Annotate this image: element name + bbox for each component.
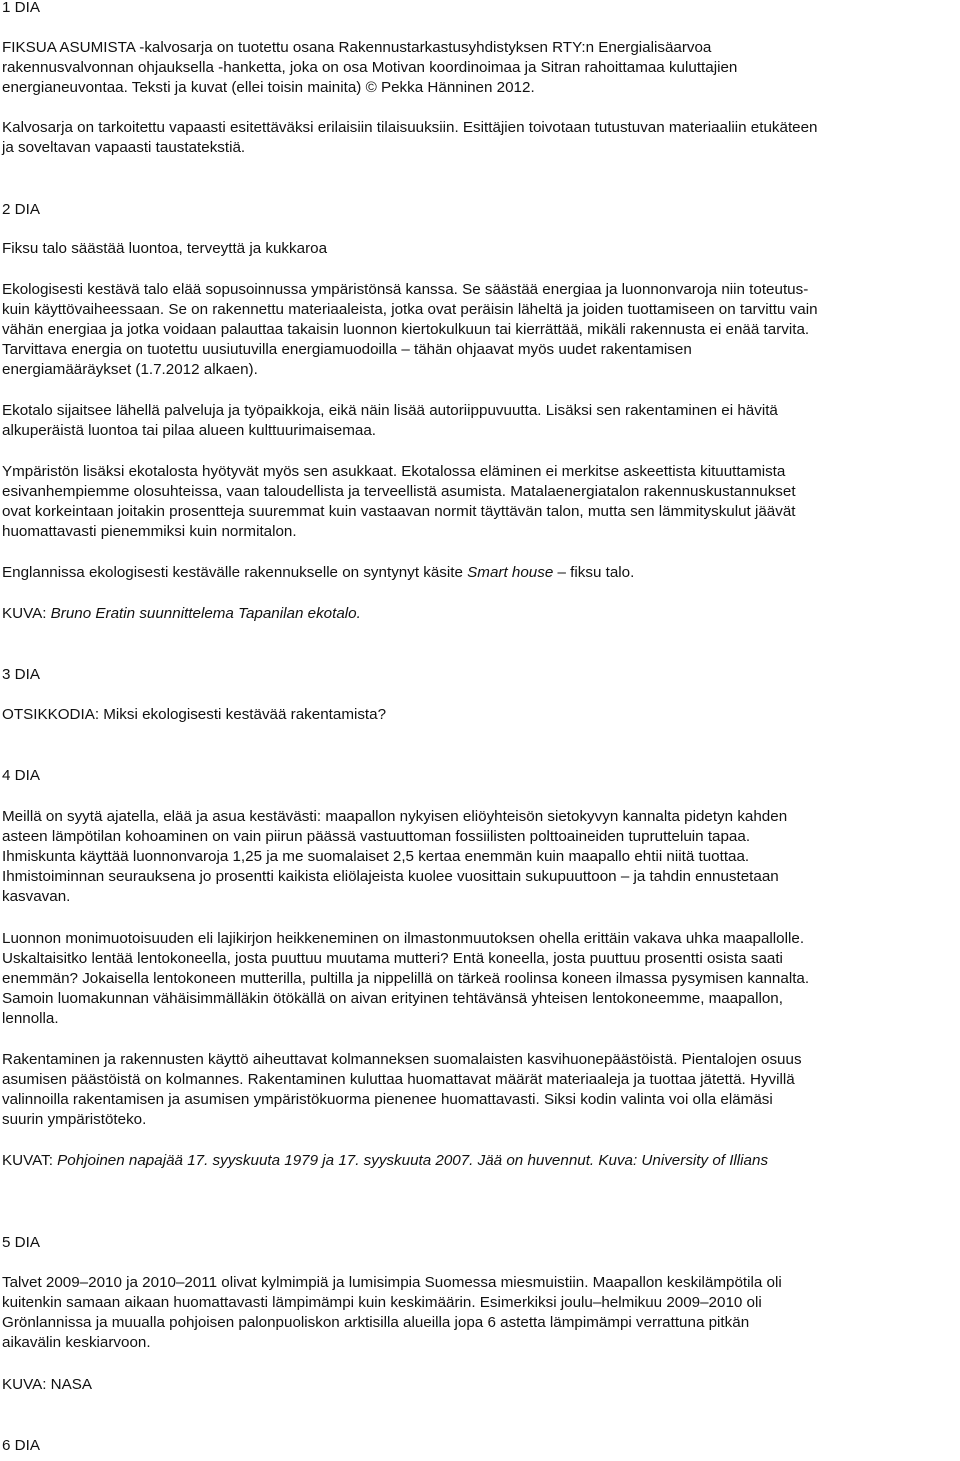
slide-4-p1-line-3: Ihmiskunta käyttää luonnonvaroja 1,25 ja me suomalaiset 2,5 kertaa enemmän kuin maapallo ehtii niitä tuottaa. bbox=[2, 848, 750, 865]
slide-2-p3-line-4: huomattavasti pienemmiksi kuin normitalon. bbox=[2, 523, 297, 540]
slide-5-line-4: aikavälin keskiarvoon. bbox=[2, 1334, 151, 1351]
slide-2-p2-line-1: Ekotalo sijaitsee lähellä palveluja ja työpaikkoja, eikä näin lisää autoriippuvuutta. Lisäksi sen rakentaminen ei hävitä bbox=[2, 402, 778, 419]
slide-heading-6: 6 DIA bbox=[2, 1437, 40, 1454]
slide-heading-2: 2 DIA bbox=[2, 201, 40, 218]
slide-heading-4: 4 DIA bbox=[2, 767, 40, 784]
slide-2-p2-line-2: alkuperäistä luontoa tai pilaa alueen kulttuurimaisemaa. bbox=[2, 422, 377, 439]
slide-5-line-3: Grönlannissa ja muualla pohjoisen palonpuoliskon arktisilla alueilla jopa 6 astetta lämpimämpi verrattuna pitkän bbox=[2, 1314, 750, 1331]
slide-2-image-caption bbox=[2, 604, 361, 624]
smart-house-term: Smart house bbox=[467, 564, 554, 581]
slide-2-p4-text: Englannissa ekologisesti kestävälle rakennukselle on syntynyt käsite bbox=[2, 564, 468, 581]
intro-line-2: rakennusvalvonnan ohjauksella -hanketta, joka on osa Motivan koordinoimaa ja Sitran rahoittamaa kuluttajien bbox=[2, 59, 738, 76]
slide-4-p2-line-2: Uskaltaisitko lentää lentokoneella, josta puuttuu muutama mutteri? Entä koneella, josta puuttuu prosentti osista saati bbox=[2, 950, 783, 967]
caption-label: KUVA: bbox=[2, 605, 51, 622]
slide-4-p3-line-3: valinnoilla rakentamisen ja asumisen ympäristökuorma pienenee huomattavasti. Siksi kodin valinta voi olla elämäsi bbox=[2, 1091, 773, 1108]
slide-2-p3-line-3: ovat korkeintaan joitakin prosentteja suuremmat kuin vastaavan normit täyttävän talon, mutta sen lämmityskulut jäävät bbox=[2, 503, 796, 520]
slide-2-title: Fiksu talo säästää luontoa, terveyttä ja kukkaroa bbox=[2, 240, 328, 257]
caption-label: KUVAT: bbox=[2, 1152, 58, 1169]
slide-2-p3-line-2: esivanhempiemme olosuhteissa, vaan taloudellista ja terveellistä asumista. Matalaenergiatalon rakennuskustannukset bbox=[2, 483, 796, 500]
slide-4-p3-line-1: Rakentaminen ja rakennusten käyttö aiheuttavat kolmanneksen suomalaisten kasvihuonepäästöistä. Pientalojen osuus bbox=[2, 1051, 802, 1068]
slide-heading-1: 1 DIA bbox=[2, 0, 40, 16]
slide-2-p3-line-1: Ympäristön lisäksi ekotalosta hyötyvät myös sen asukkaat. Ekotalossa eläminen ei merkitse askeettista kituuttamista bbox=[2, 463, 786, 480]
slide-4-p1-line-2: asteen lämpötilan kohoaminen on vain piirun päässä vastuuttoman fossiilisten polttoaineiden tuprutteluin tapaa. bbox=[2, 828, 751, 845]
slide-heading-3: 3 DIA bbox=[2, 666, 40, 683]
slide-4-p1-line-5: kasvavan. bbox=[2, 888, 71, 905]
slide-5-line-1: Talvet 2009–2010 ja 2010–2011 olivat kylmimpiä ja lumisimpia Suomessa miesmuistiin. Maapallon keskilämpötila oli bbox=[2, 1274, 782, 1291]
caption-text: Bruno Eratin suunnittelema Tapanilan ekotalo. bbox=[50, 605, 361, 622]
slide-2-p1-line-1: Ekologisesti kestävä talo elää sopusoinnussa ympäristönsä kanssa. Se säästää energiaa ja luonnonvaroja niin toteutus- bbox=[2, 281, 809, 298]
slide-2-p4-tail: – fiksu talo. bbox=[553, 564, 635, 581]
slide-4-p1-line-4: Ihmistoiminnan seurauksena jo prosentti kaikista eliölajeista kuolee vuosittain sukupuuttoon – ja tahdin ennustetaan bbox=[2, 868, 779, 885]
slide-3-title: OTSIKKODIA: Miksi ekologisesti kestävää rakentamista? bbox=[2, 706, 387, 723]
slide-4-p2-line-5: lennolla. bbox=[2, 1010, 59, 1027]
slide-4-p1-line-1: Meillä on syytä ajatella, elää ja asua kestävästi: maapallon nykyisen eliöyhteisön sietokyvyn kannalta pidetyn kahden bbox=[2, 808, 788, 825]
slide-4-p2-line-1: Luonnon monimuotoisuuden eli lajikirjon heikkeneminen on ilmastonmuutoksen ohella erittäin vakava uhka maapallolle. bbox=[2, 930, 805, 947]
intro-line-5: ja soveltavan vapaasti taustatekstiä. bbox=[2, 139, 246, 156]
slide-2-p1-line-5: energiamääräykset (1.7.2012 alkaen). bbox=[2, 361, 258, 378]
slide-2-p1-line-3: vähän energiaa ja jotka voidaan palauttaa takaisin luonnon kiertokulkuun tai kierrättää, mikäli rakennusta ei enää tarvita. bbox=[2, 321, 810, 338]
intro-line-1: FIKSUA ASUMISTA -kalvosarja on tuotettu osana Rakennustarkastusyhdistyksen RTY:n Energialisäarvoa bbox=[2, 39, 712, 56]
intro-line-3: energianeuvontaa. Teksti ja kuvat (ellei toisin mainita) © Pekka Hänninen 2012. bbox=[2, 79, 535, 96]
slide-2-p1-line-2: kuin käyttövaiheessaan. Se on rakennettu materiaaleista, jotka ovat peräisin läheltä ja joiden tuottamiseen on tarvittu vain bbox=[2, 301, 818, 318]
slide-2-p1-line-4: Tarvittava energia on tuotettu uusiutuvilla energiamuodoilla – tähän ohjaavat myös uudet rakentamisen bbox=[2, 341, 692, 358]
slide-4-image-caption bbox=[2, 1151, 768, 1171]
caption-text: Pohjoinen napajää 17. syyskuuta 1979 ja 17. syyskuuta 2007. Jää on huvennut. Kuva: University of Illians bbox=[57, 1152, 769, 1169]
slide-heading-5: 5 DIA bbox=[2, 1234, 40, 1251]
slide-5-line-2: kuitenkin samaan aikaan huomattavasti lämpimämpi kuin keskimäärin. Esimerkiksi joulu–helmikuu 2009–2010 oli bbox=[2, 1294, 762, 1311]
slide-4-p2-line-4: Samoin luomakunnan vähäisimmälläkin ötökällä on aivan erityinen tehtävänsä yhteisen lentokoneemme, maapallon, bbox=[2, 990, 783, 1007]
slide-4-p2-line-3: enemmän? Jokaisella lentokoneen mutterilla, pultilla ja nippelillä on tärkeä roolinsa koneen ilmassa pysymisen kannalta. bbox=[2, 970, 810, 987]
intro-line-4: Kalvosarja on tarkoitettu vapaasti esitettäväksi erilaisiin tilaisuuksiin. Esittäjien toivotaan tutustuvan materiaaliin etukäteen bbox=[2, 119, 818, 136]
slide-4-p3-line-2: asumisen päästöistä on kolmannes. Rakentaminen kuluttaa huomattavat määrät materiaaleja ja tuottaa jätettä. Hyvillä bbox=[2, 1071, 795, 1088]
slide-5-image-caption: KUVA: NASA bbox=[2, 1376, 93, 1393]
slide-4-p3-line-4: suurin ympäristöteko. bbox=[2, 1111, 147, 1128]
slide-2-p4 bbox=[2, 563, 634, 583]
